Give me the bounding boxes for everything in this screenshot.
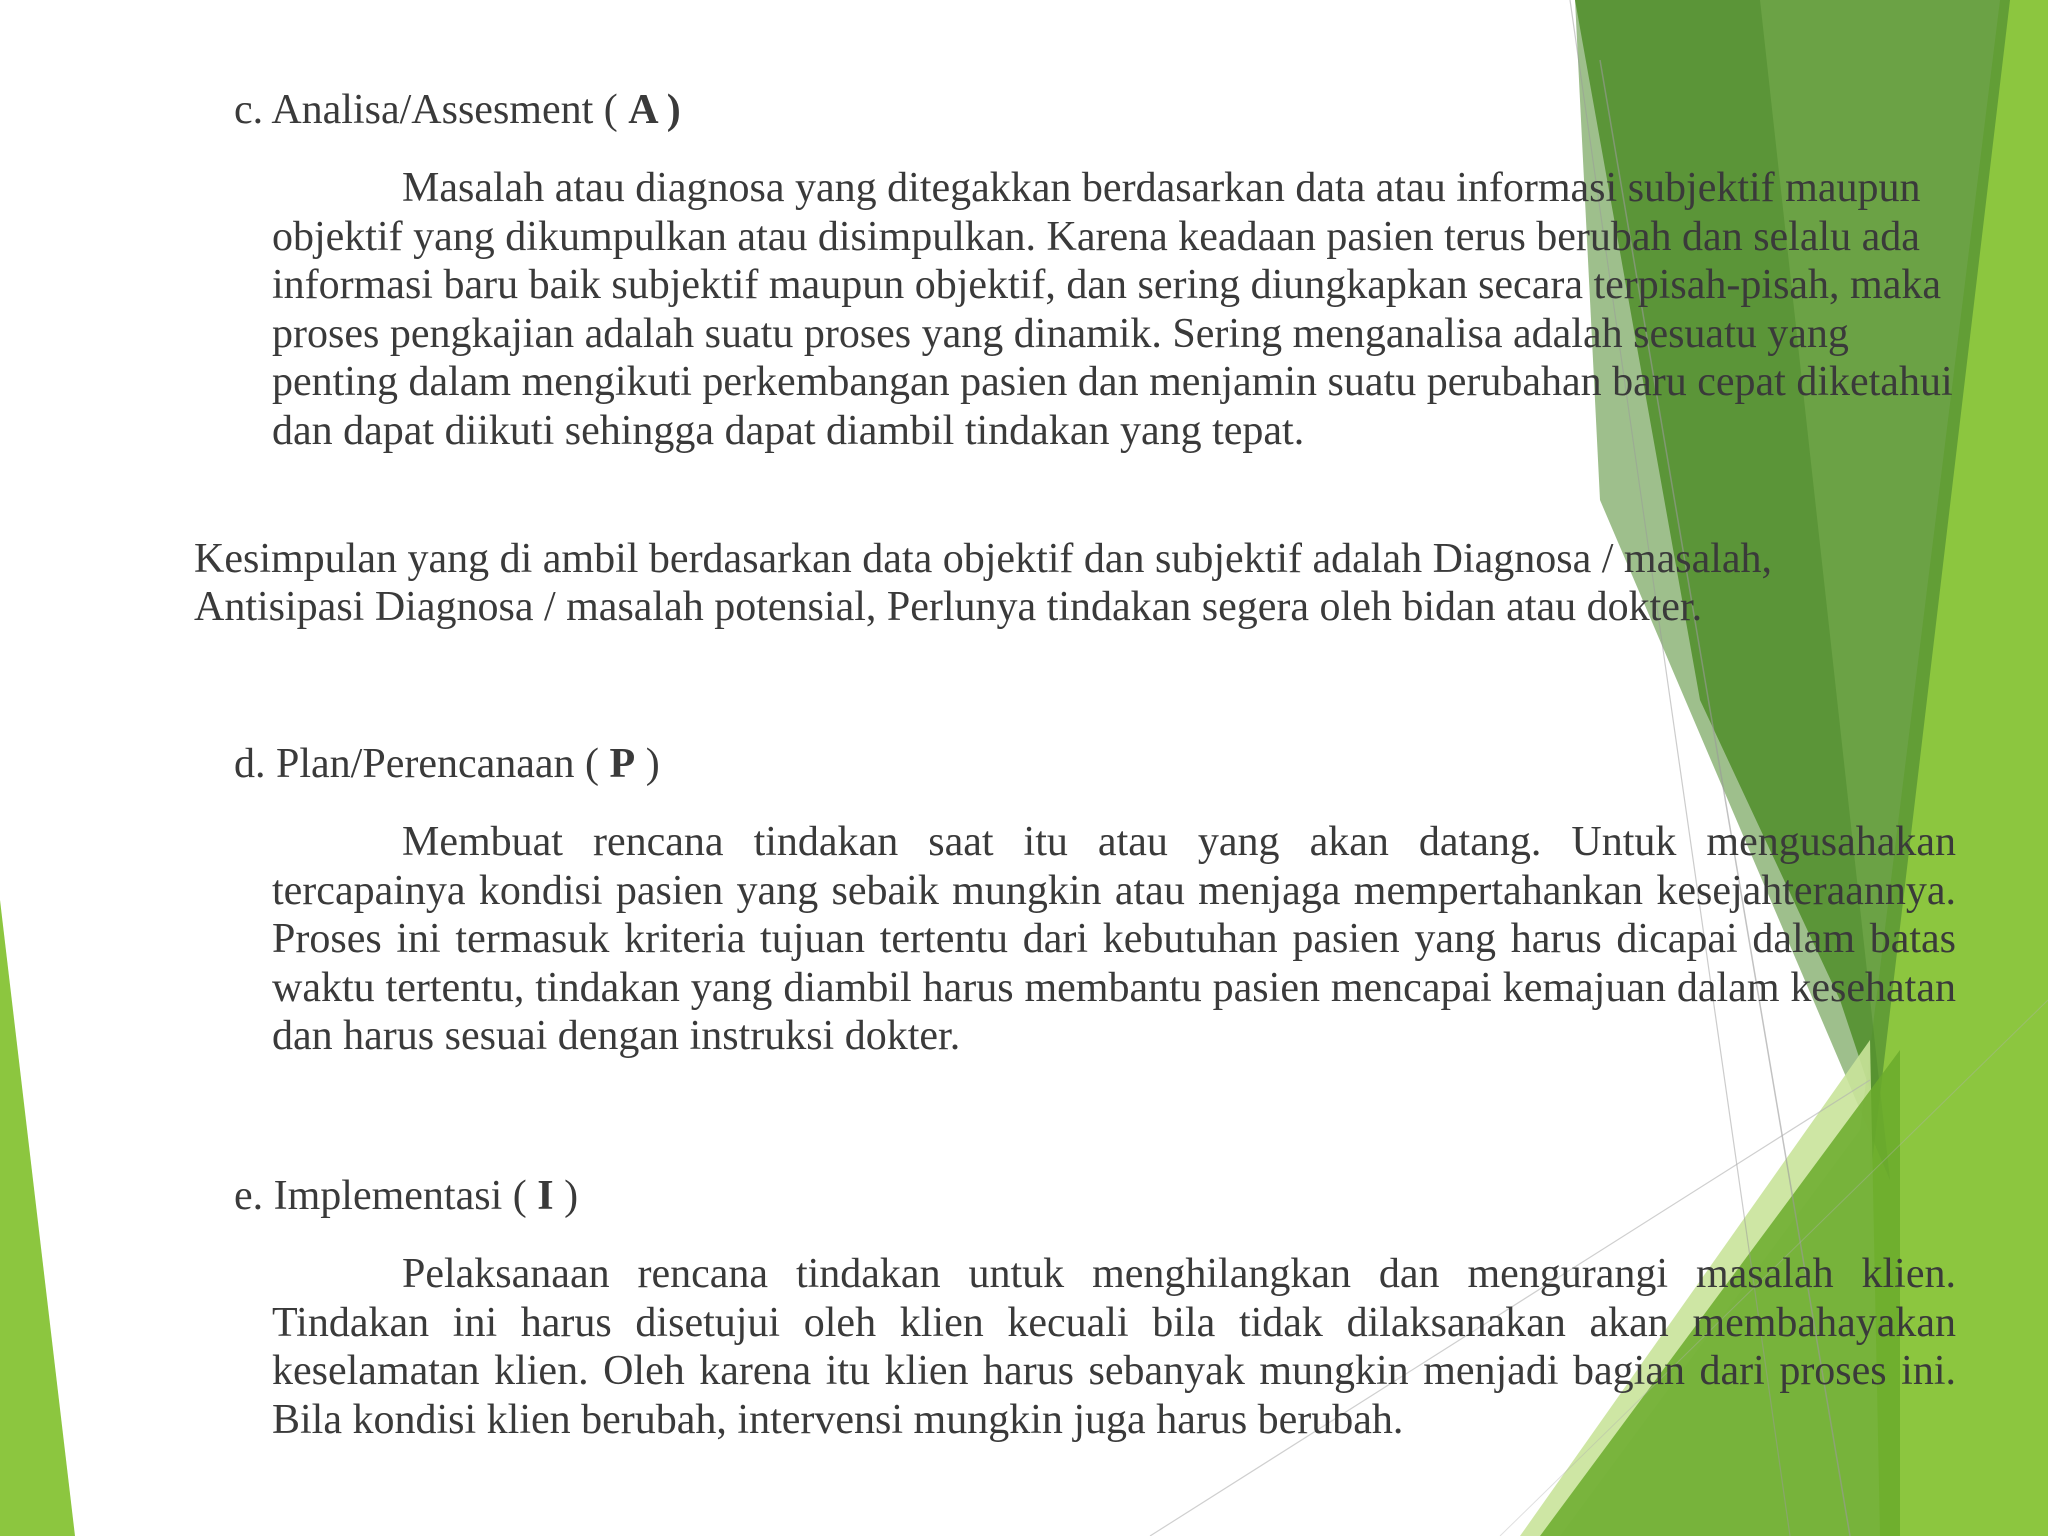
heading-code: P — [609, 741, 636, 787]
heading-close: ) — [656, 87, 681, 133]
section-heading-analisa — [234, 86, 681, 134]
section-heading-implementasi — [234, 1172, 578, 1220]
heading-close: ) — [553, 1173, 579, 1219]
conclusion-text: Kesimpulan yang di ambil berdasarkan data objektif dan subjektif adalah Diagnosa / masalah, Antisipasi Diagnosa / masalah potensial, Perlunya tindakan segera oleh bidan atau dokter. — [194, 536, 1773, 630]
section-heading-plan — [234, 740, 660, 788]
body-text: Masalah atau diagnosa yang ditegakkan berdasarkan data atau informasi subjektif maupun objektif yang dikumpulkan atau disimpulkan. Karena keadaan pasien terus berubah dan selalu ada informasi baru baik subjektif maupun objektif, dan sering diungkapkan secara terpisah-pisah, maka proses pengkajian adalah suatu proses yang dinamik. Sering menganalisa adalah sesuatu yang penting dalam mengikuti perkembangan pasien dan menjamin suatu perubahan baru cepat diketahui dan dapat diikuti sehingga dapat diambil tindakan yang tepat. — [272, 165, 1953, 454]
heading-label: d. Plan/Perencanaan ( — [234, 741, 610, 787]
heading-close: ) — [635, 741, 660, 787]
heading-code: I — [537, 1173, 554, 1219]
heading-label: e. Implementasi ( — [234, 1173, 538, 1219]
heading-label: c. Analisa/Assesment ( — [234, 87, 629, 133]
section-body-analisa — [272, 164, 1972, 455]
conclusion-paragraph — [194, 535, 1934, 631]
body-text: Membuat rencana tindakan saat itu atau yang akan datang. Untuk mengusahakan tercapainya kondisi pasien yang sebaik mungkin atau menjaga mempertahankan kesejahteraannya. Proses ini termasuk kriteria tujuan tertentu dari kebutuhan pasien yang harus dicapai dalam batas waktu tertentu, tindakan yang diambil harus membantu pasien mencapai kemajuan dalam kesehatan dan harus sesuai dengan instruksi dokter. — [272, 819, 1956, 1059]
body-text: Pelaksanaan rencana tindakan untuk menghilangkan dan mengurangi masalah klien. Tindakan ini harus disetujui oleh klien kecuali bila tidak dilaksanakan akan membahayakan keselamatan klien. Oleh karena itu klien harus sebanyak mungkin menjadi bagian dari proses ini. Bila kondisi klien berubah, intervensi mungkin juga harus berubah. — [272, 1251, 1956, 1443]
section-body-plan — [272, 818, 1956, 1061]
heading-code: A — [628, 87, 657, 133]
section-body-implementasi — [272, 1250, 1956, 1444]
